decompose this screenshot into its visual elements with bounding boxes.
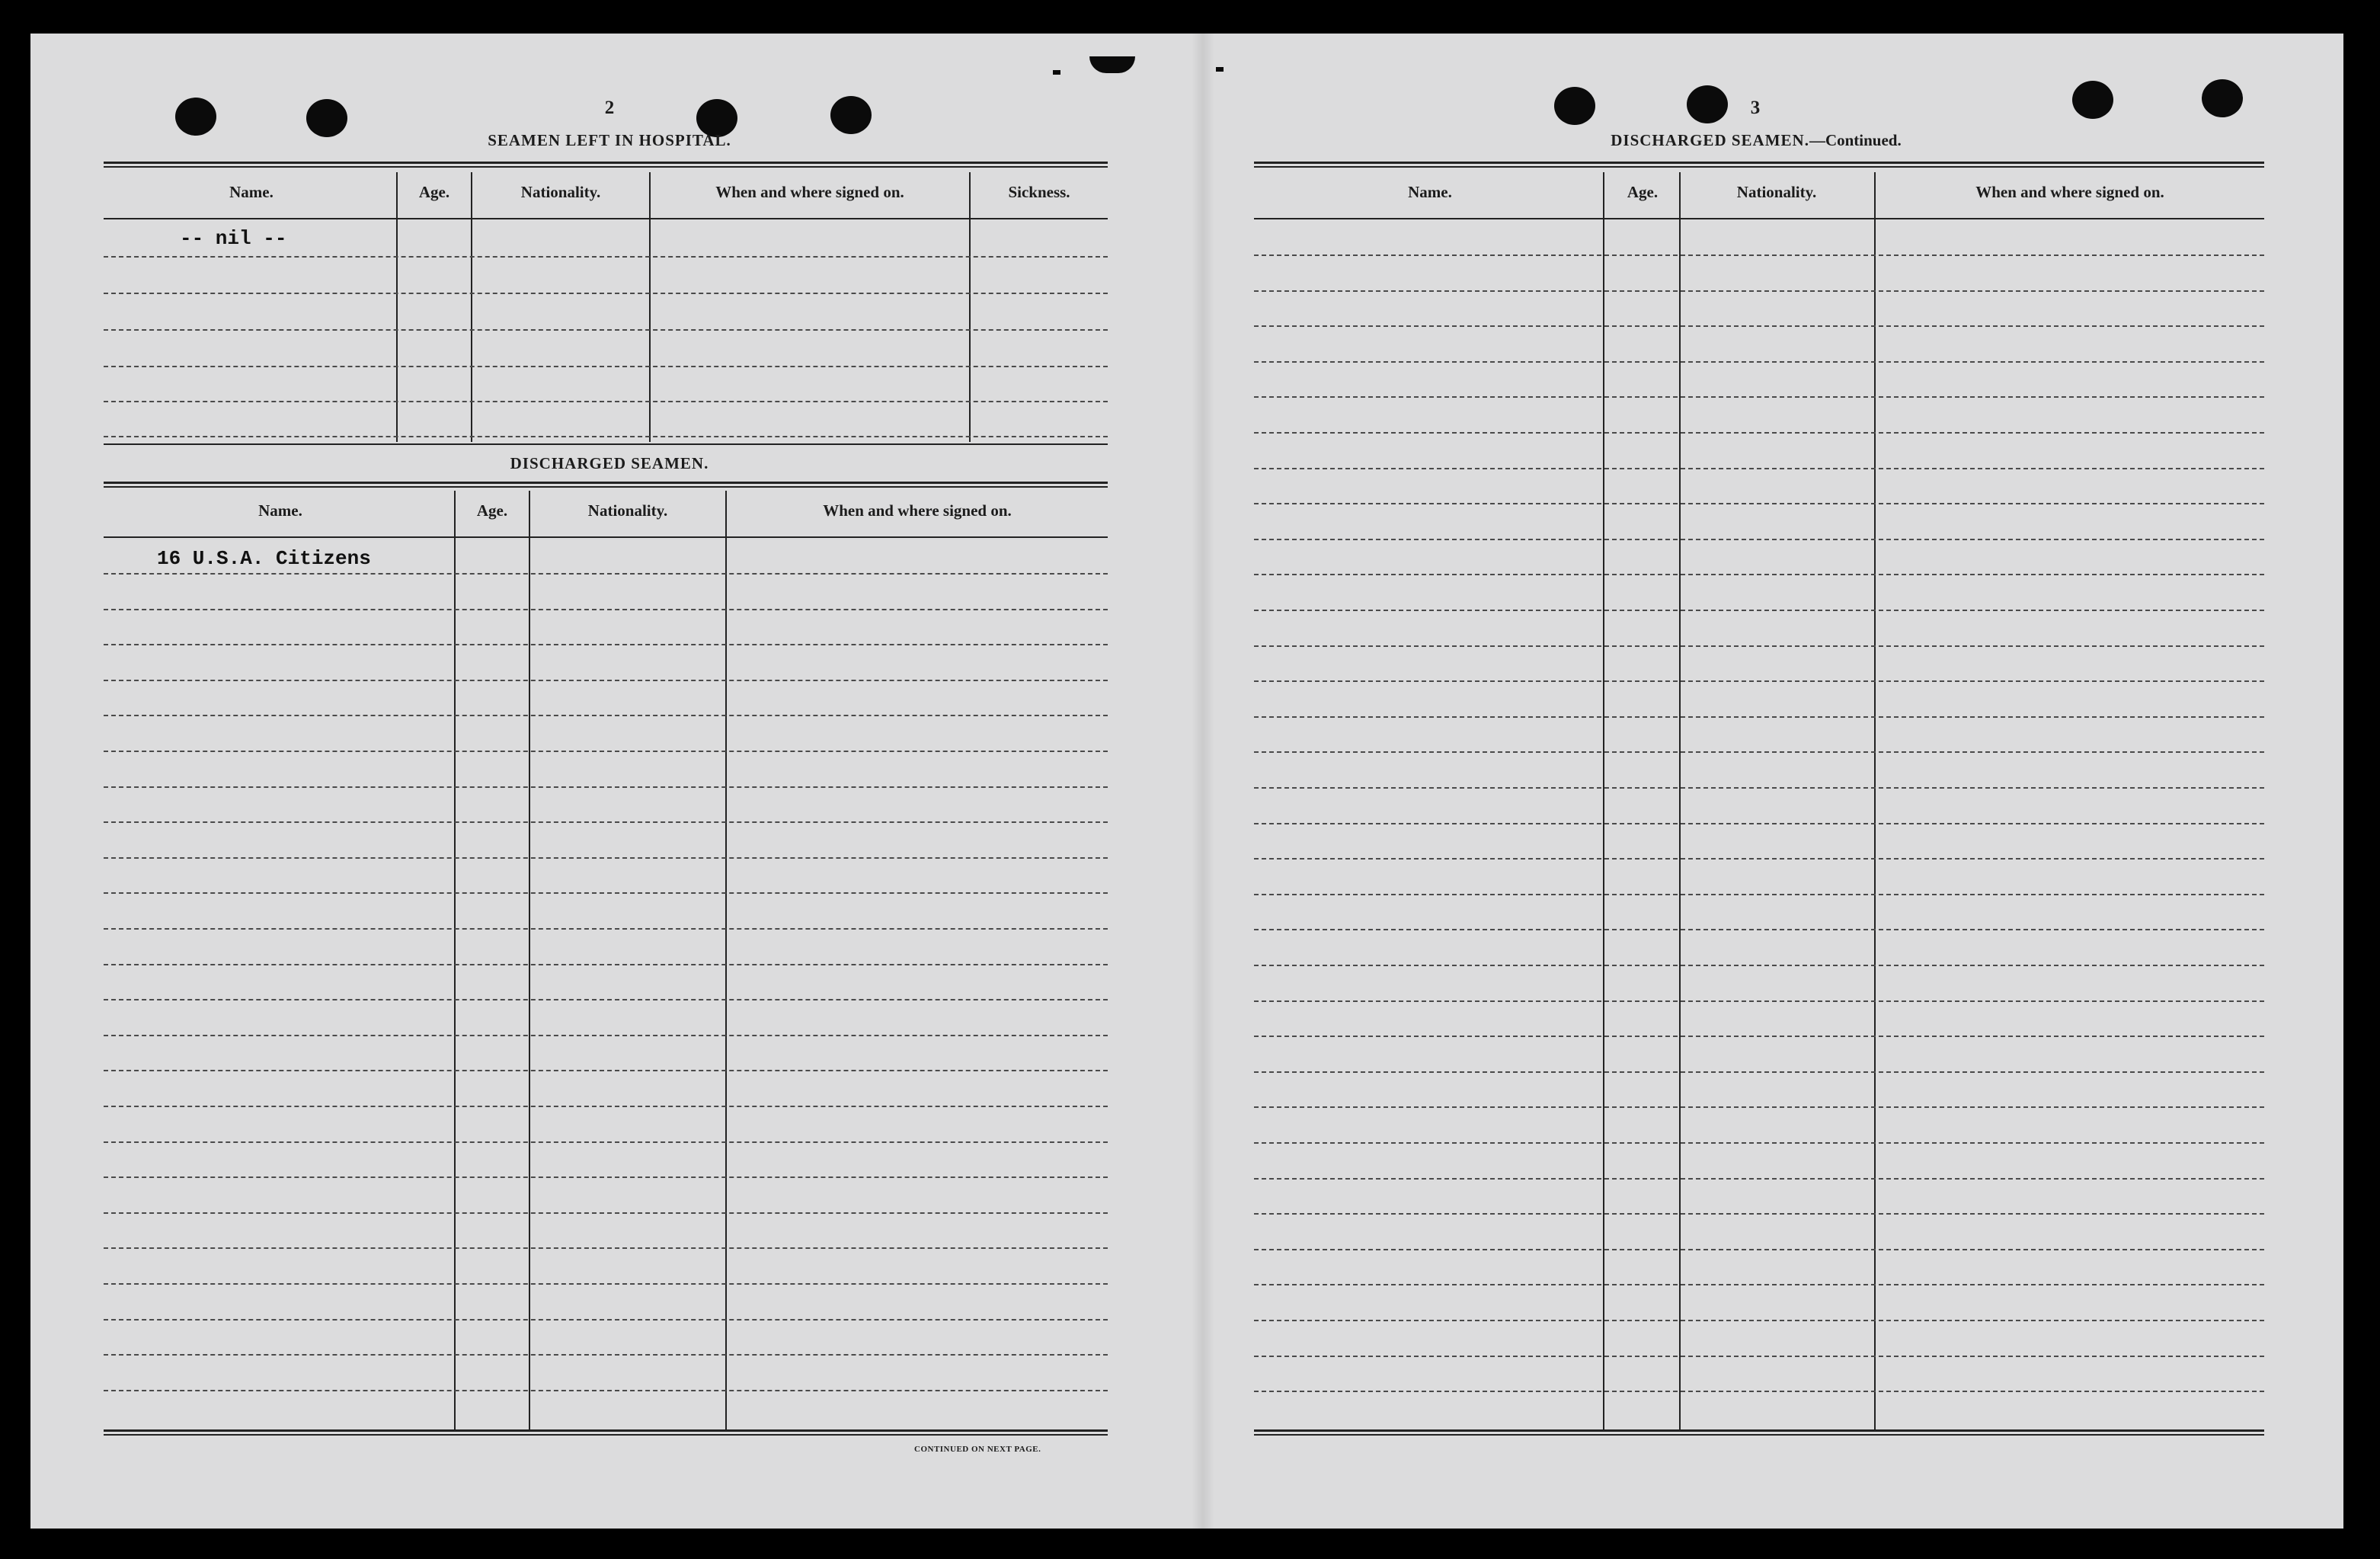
entry-line — [1254, 396, 2264, 398]
punch-hole — [306, 99, 347, 137]
entry-line — [1254, 432, 2264, 434]
discharged-col-signed-on: When and where signed on. — [823, 501, 1012, 520]
header-rule — [104, 536, 1108, 538]
entry-line — [104, 573, 1108, 575]
cont-col-nationality: Nationality. — [1736, 183, 1817, 201]
section-rule — [1254, 162, 2264, 168]
hospital-entry: -- nil -- — [180, 227, 287, 250]
discharged-col-age: Age. — [476, 501, 508, 520]
entry-line — [1254, 1142, 2264, 1144]
entry-line — [1254, 751, 2264, 753]
entry-line — [104, 786, 1108, 788]
entry-line — [1254, 1000, 2264, 1002]
bottom-rule — [1254, 1429, 2264, 1436]
entry-line — [1254, 539, 2264, 540]
entry-line — [1254, 965, 2264, 966]
entry-line — [104, 1176, 1108, 1178]
bottom-rule — [104, 1429, 1108, 1436]
entry-line — [104, 644, 1108, 645]
column-divider — [454, 491, 456, 1431]
entry-line — [104, 436, 1108, 437]
entry-line — [1254, 1071, 2264, 1073]
punch-hole — [1687, 85, 1728, 123]
discharged-col-nationality: Nationality. — [587, 501, 668, 520]
entry-line — [104, 999, 1108, 1000]
discharged-continued-title — [1539, 131, 1973, 150]
entry-line — [1254, 1391, 2264, 1392]
entry-line — [1254, 254, 2264, 256]
entry-line — [104, 751, 1108, 752]
entry-line — [104, 256, 1108, 258]
entry-line — [1254, 894, 2264, 895]
entry-line — [1254, 610, 2264, 611]
entry-line — [104, 1390, 1108, 1391]
header-rule — [104, 218, 1108, 219]
hospital-col-signed-on: When and where signed on. — [715, 183, 904, 201]
cont-col-age: Age. — [1627, 183, 1659, 201]
section-rule — [104, 443, 1108, 445]
entry-line — [104, 1035, 1108, 1036]
hospital-col-nationality: Nationality. — [520, 183, 601, 201]
entry-line — [104, 1354, 1108, 1356]
discharged-col-name: Name. — [258, 501, 302, 520]
entry-line — [1254, 645, 2264, 647]
entry-line — [1254, 1106, 2264, 1108]
entry-line — [1254, 503, 2264, 504]
hospital-section-title: SEAMEN LEFT IN HOSPITAL. — [488, 131, 731, 149]
entry-line — [104, 964, 1108, 965]
column-divider — [529, 491, 530, 1431]
entry-line — [104, 1283, 1108, 1285]
entry-line — [1254, 858, 2264, 860]
entry-line — [104, 401, 1108, 402]
center-fold — [1192, 34, 1214, 1529]
punch-hole — [1554, 87, 1595, 125]
entry-line — [1254, 823, 2264, 824]
punch-hole — [2202, 79, 2243, 117]
entry-line — [104, 366, 1108, 367]
continued-note: CONTINUED ON NEXT PAGE. — [914, 1445, 1041, 1454]
entry-line — [104, 857, 1108, 859]
punch-hole — [830, 96, 872, 134]
entry-line — [1254, 1178, 2264, 1180]
entry-line — [1254, 361, 2264, 363]
title-continued: —Continued. — [1809, 131, 1902, 149]
entry-line — [104, 609, 1108, 610]
entry-line — [1254, 1284, 2264, 1285]
entry-line — [1254, 1213, 2264, 1215]
entry-line — [1254, 787, 2264, 789]
ledger-spread — [30, 34, 2343, 1529]
entry-line — [104, 928, 1108, 930]
entry-line — [104, 680, 1108, 681]
discharged-section-title: DISCHARGED SEAMEN. — [510, 454, 709, 472]
tear-mark — [1216, 67, 1224, 72]
entry-line — [1254, 1249, 2264, 1250]
entry-line — [104, 821, 1108, 823]
entry-line — [1254, 1320, 2264, 1321]
entry-line — [1254, 574, 2264, 575]
entry-line — [104, 715, 1108, 716]
entry-line — [104, 1319, 1108, 1321]
entry-line — [1254, 1036, 2264, 1037]
hospital-col-age: Age. — [418, 183, 450, 201]
entry-line — [104, 1247, 1108, 1249]
hospital-col-name: Name. — [229, 183, 274, 201]
cont-col-signed-on: When and where signed on. — [1975, 183, 2164, 201]
tear-mark — [1053, 70, 1060, 75]
punch-hole — [175, 98, 216, 136]
entry-line — [104, 329, 1108, 331]
section-rule — [104, 482, 1108, 488]
entry-line — [1254, 290, 2264, 292]
entry-line — [104, 293, 1108, 294]
entry-line — [104, 1141, 1108, 1143]
page-number: 3 — [1750, 98, 1761, 118]
page-number: 2 — [604, 98, 615, 118]
hospital-col-sickness: Sickness. — [1008, 183, 1070, 201]
entry-line — [1254, 929, 2264, 930]
entry-line — [1254, 716, 2264, 718]
entry-line — [104, 1106, 1108, 1107]
cont-col-name: Name. — [1408, 183, 1452, 201]
header-rule — [1254, 218, 2264, 219]
column-divider — [725, 491, 727, 1431]
entry-line — [1254, 1356, 2264, 1357]
discharged-entry: 16 U.S.A. Citizens — [157, 547, 371, 570]
entry-line — [104, 892, 1108, 894]
entry-line — [1254, 468, 2264, 469]
section-rule — [104, 162, 1108, 168]
punch-hole — [2072, 81, 2113, 119]
entry-line — [104, 1212, 1108, 1214]
entry-line — [104, 1070, 1108, 1071]
entry-line — [1254, 680, 2264, 682]
title-main: DISCHARGED SEAMEN. — [1611, 131, 1809, 149]
entry-line — [1254, 325, 2264, 327]
